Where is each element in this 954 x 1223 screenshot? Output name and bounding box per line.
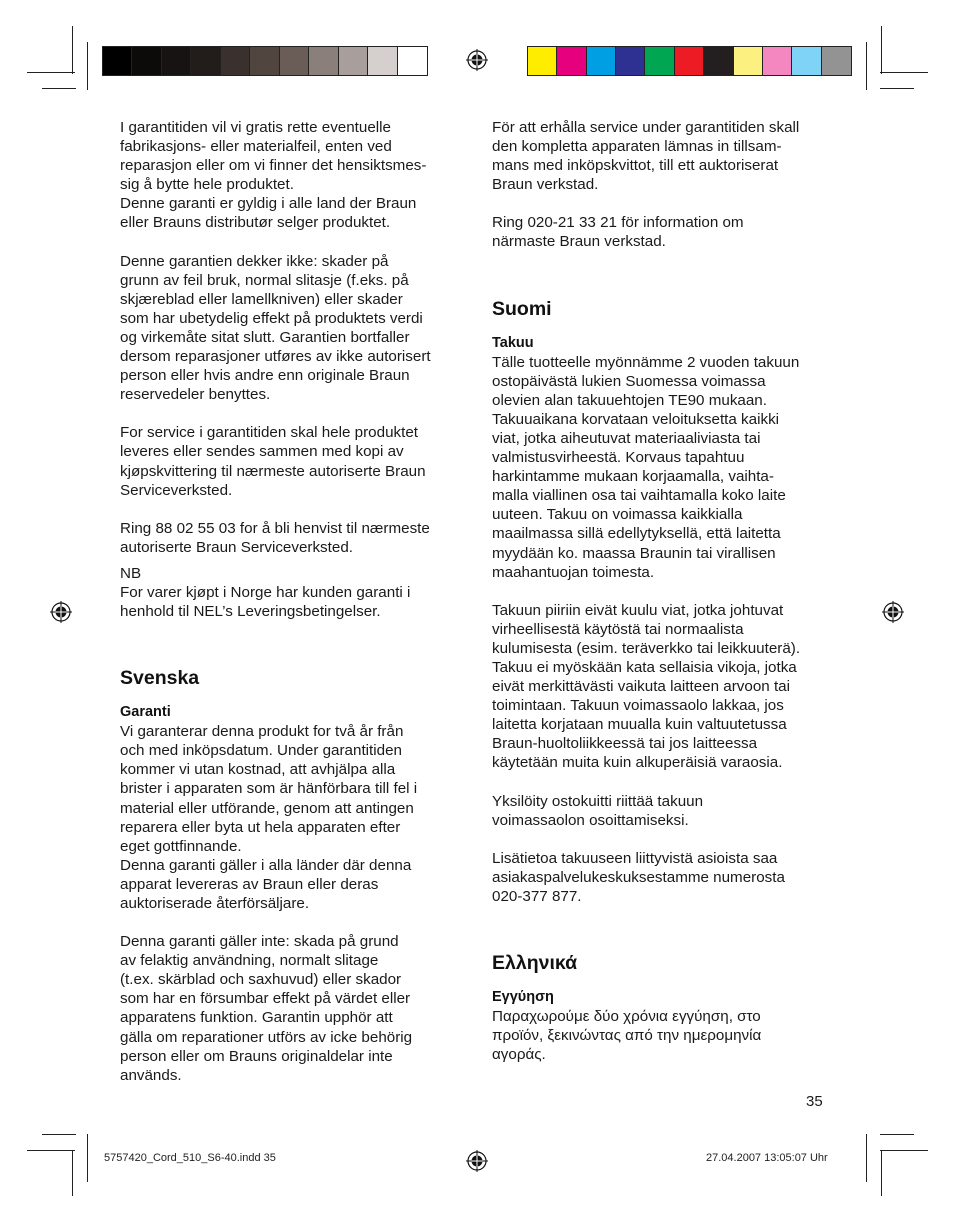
gray-scale-bar bbox=[102, 46, 428, 76]
color-scale-bar bbox=[527, 46, 852, 76]
crop-mark bbox=[880, 72, 928, 73]
paragraph: Tälle tuotteelle myönnämme 2 vuoden takuun ostopäivästä lukien Suomessa voimassa olevien alan takuuehtojen TE90 mukaan. Takuuaikana korvataan veloituksetta kaikki viat, jotka aiheutuvat materiaaliviasta tai valmistusvirheestä. Korvaus tapahtuu harkintamme mukaan korjaamalla, vaihta- malla viallinen osa tai vaihtamalla koko laite uuteen. Takuu on voimassa kaikkialla maailmassa sillä edellytyksellä, että laitetta myydään ko. maassa Braunin tai virallisen maahantuojan toimesta. bbox=[492, 353, 800, 581]
slug-file-info: 5757420_Cord_510_S6-40.indd 35 bbox=[104, 1152, 276, 1164]
crop-mark bbox=[880, 88, 914, 89]
crop-mark bbox=[27, 1150, 75, 1151]
paragraph: Παραχωρούμε δύο χρόνια εγγύηση, στο προϊόν, ξεκινώντας από την ημερομηνία αγοράς. bbox=[492, 1008, 762, 1064]
section-heading-greek: Ελληνικά bbox=[492, 952, 578, 974]
color-swatch bbox=[734, 47, 763, 75]
gray-swatch bbox=[162, 47, 191, 75]
gray-swatch bbox=[368, 47, 397, 75]
right-column bbox=[492, 118, 838, 1064]
gray-swatch bbox=[250, 47, 279, 75]
paragraph: Vi garanterar denna produkt for två år från och med inköpsdatum. Under garantitiden kommer vi utan kostnad, att avhjälpa alla brister i apparaten som är hänförbara till fel i material eller utförande, genom att antingen reparera eller byta ut hela apparaten efter eget gottfinnande. Denna garanti gäller i alla länder där denna apparat levereras av Braun eller deras auktoriserade återförsäljare. bbox=[120, 723, 418, 912]
gray-swatch bbox=[280, 47, 309, 75]
color-swatch bbox=[763, 47, 792, 75]
paragraph: Yksilöity ostokuitti riittää takuun voimassaolon osoittamiseksi. bbox=[492, 792, 704, 829]
color-swatch bbox=[822, 47, 851, 75]
gray-swatch bbox=[103, 47, 132, 75]
paragraph: Ring 88 02 55 03 for å bli henvist til nærmeste autoriserte Braun Serviceverksted. bbox=[120, 519, 430, 556]
registration-mark-icon bbox=[466, 49, 488, 71]
gray-swatch bbox=[191, 47, 220, 75]
page-number: 35 bbox=[806, 1093, 823, 1110]
color-swatch bbox=[675, 47, 704, 75]
section-heading-suomi: Suomi bbox=[492, 297, 552, 320]
crop-mark bbox=[72, 1150, 73, 1196]
subheading-eggyisi: Εγγύηση bbox=[492, 989, 554, 1005]
paragraph: Lisätietoa takuuseen liittyvistä asioista saa asiakaspalvelukeskuksestamme numerosta 020-377 877. bbox=[492, 849, 785, 905]
crop-mark bbox=[881, 26, 882, 74]
paragraph: I garantitiden vil vi gratis rette eventuelle fabrikasjons- eller materialfeil, enten ved reparasjon eller om vi finner det hensiktsmes- sig å bytte hele produktet. Denne garanti er gyldig i alle land der Braun eller Brauns distributør selger produktet. bbox=[120, 119, 427, 232]
gray-swatch bbox=[398, 47, 427, 75]
gray-swatch bbox=[132, 47, 161, 75]
left-column bbox=[120, 118, 465, 1085]
paragraph: Denne garantien dekker ikke: skader på grunn av feil bruk, normal slitasje (f.eks. på skjæreblad eller lamellkniven) eller skader som har ubetydelig effekt på produktets verdi og virkemåte sitat slutt. Garantien bortfaller dersom reparasjoner utføres av ikke autorisert person eller hvis andre enn originale Braun reservedeler benyttes. bbox=[120, 252, 431, 404]
registration-mark-icon bbox=[882, 601, 904, 623]
crop-mark bbox=[87, 1134, 88, 1182]
crop-mark bbox=[866, 1134, 867, 1182]
section-heading-svenska: Svenska bbox=[120, 667, 200, 690]
color-swatch bbox=[528, 47, 557, 75]
crop-mark bbox=[42, 1134, 76, 1135]
gray-swatch bbox=[339, 47, 368, 75]
paragraph: For service i garantitiden skal hele produktet leveres eller sendes sammen med kopi av kjøpskvittering til nærmeste autoriserte Braun Serviceverksted. bbox=[120, 424, 426, 499]
gray-swatch bbox=[309, 47, 338, 75]
color-swatch bbox=[704, 47, 733, 75]
paragraph: Denna garanti gäller inte: skada på grund av felaktig användning, normalt slitage (t.ex. skärblad och saxhuvud) eller skador som har en försumbar effekt på värdet eller apparatens funktion. Garantin upphör att gälla om reparationer utförs av icke behörig person eller om Brauns originaldelar inte används. bbox=[120, 933, 413, 1084]
color-swatch bbox=[557, 47, 586, 75]
crop-mark bbox=[42, 88, 76, 89]
slug-timestamp: 27.04.2007 13:05:07 Uhr bbox=[706, 1152, 828, 1164]
crop-mark bbox=[72, 26, 73, 74]
subheading-garanti: Garanti bbox=[120, 704, 171, 721]
registration-mark-icon bbox=[466, 1150, 488, 1172]
crop-mark bbox=[880, 1150, 928, 1151]
crop-mark bbox=[866, 42, 867, 90]
crop-mark bbox=[87, 42, 88, 90]
paragraph: Takuun piiriin eivät kuulu viat, jotka johtuvat virheellisestä käytöstä tai normaalista kulumisesta (esim. teräverkko tai leikkuuterä). Takuu ei myöskään kata sellaisia vikoja, jotka eivät merkittävästi vaikuta laitteen arvoon tai toimintaan. Takuun voimassaolo lakkaa, jos laitetta korjataan muualla kuin valtuutetussa Braun-huoltoliikkeessä tai jos laitteessa käytetään muita kuin alkuperäisiä varaosia. bbox=[492, 601, 801, 772]
crop-mark bbox=[880, 1134, 914, 1135]
paragraph: Ring 020-21 33 21 för information om närmaste Braun verkstad. bbox=[492, 214, 744, 251]
color-swatch bbox=[587, 47, 616, 75]
paragraph: För att erhålla service under garantitiden skall den kompletta apparaten lämnas in tillsam- mans med inköpskvittot, till ett auktoriserat Braun verkstad. bbox=[492, 119, 800, 194]
registration-mark-icon bbox=[50, 601, 72, 623]
crop-mark bbox=[27, 72, 75, 73]
color-swatch bbox=[792, 47, 821, 75]
crop-mark bbox=[881, 1150, 882, 1196]
gray-swatch bbox=[221, 47, 250, 75]
color-swatch bbox=[616, 47, 645, 75]
subheading-takuu: Takuu bbox=[492, 334, 534, 351]
color-swatch bbox=[645, 47, 674, 75]
paragraph: NB For varer kjøpt i Norge har kunden garanti i henhold til NEL’s Leveringsbetingelser. bbox=[120, 564, 411, 621]
